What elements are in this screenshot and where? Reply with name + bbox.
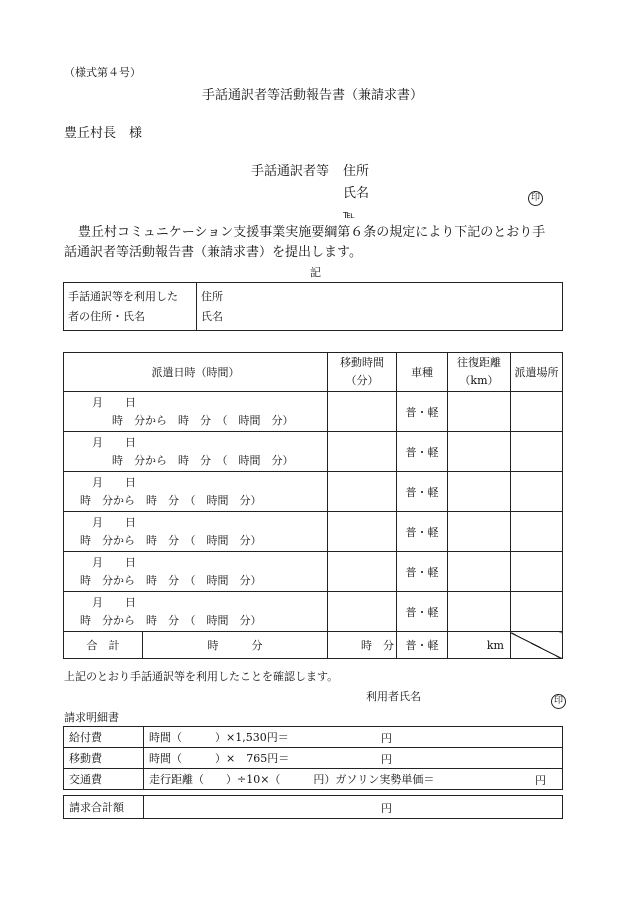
- table-row: [64, 472, 563, 512]
- dispatch-table: [63, 352, 563, 659]
- row-time: 時 分から 時 分 （ 時間 分）: [80, 573, 262, 587]
- row-vehicle[interactable]: 普・軽: [396, 472, 447, 512]
- header-move-time: [327, 353, 396, 392]
- invoice-table: [63, 726, 563, 819]
- form-number: （様式第４号）: [64, 66, 141, 79]
- applicant-label: 手話通訳者等: [251, 164, 330, 179]
- row-distance[interactable]: [447, 472, 510, 512]
- invoice-formula: 走行距離（ ）÷10×（ 円）ガソリン実勢単価＝: [149, 773, 435, 786]
- row-time: 時 分から 時 分 （ 時間 分）: [80, 613, 262, 627]
- header-distance-line-1: 往復距離: [456, 356, 501, 369]
- invoice-content[interactable]: [144, 748, 563, 769]
- addressee: 豊丘村長 様: [64, 126, 143, 141]
- table-row: [64, 748, 563, 769]
- header-place: 派遣場所: [510, 353, 562, 392]
- row-place[interactable]: [510, 432, 562, 472]
- row-date: 月 日: [92, 435, 136, 449]
- table-row: [64, 727, 563, 748]
- header-move-time-line-1: 移動時間: [339, 356, 384, 369]
- row-time: 時 分から 時 分 （ 時間 分）: [80, 493, 262, 507]
- row-time: 時 分から 時 分 （ 時間 分）: [80, 533, 262, 547]
- user-info-label: [64, 283, 197, 331]
- row-place[interactable]: [510, 552, 562, 592]
- row-time: 時 分から 時 分 （ 時間 分）: [112, 413, 294, 427]
- row-time: 時 分から 時 分 （ 時間 分）: [112, 453, 294, 467]
- row-date: 月 日: [92, 475, 136, 489]
- table-row: [64, 552, 563, 592]
- header-vehicle: 車種: [396, 353, 447, 392]
- total-time[interactable]: 時 分: [143, 632, 328, 659]
- total-move-time[interactable]: 時 分: [327, 632, 396, 659]
- total-place-crossed: [510, 632, 562, 659]
- confirm-text: 上記のとおり手話通訳等を利用したことを確認します。: [64, 670, 339, 683]
- row-datetime-cell[interactable]: [64, 552, 328, 592]
- invoice-content[interactable]: [144, 727, 563, 748]
- row-move-time[interactable]: [327, 432, 396, 472]
- user-info-label-line-1: 手話通訳等を利用した: [68, 289, 178, 303]
- header-distance-line-2: （km）: [459, 374, 499, 387]
- seal-icon: 印: [528, 191, 543, 206]
- row-distance[interactable]: [447, 512, 510, 552]
- user-name-label: 利用者氏名: [366, 690, 421, 703]
- header-datetime: 派遣日時（時間）: [64, 353, 328, 392]
- row-datetime-cell[interactable]: [64, 472, 328, 512]
- table-row: [64, 769, 563, 790]
- row-datetime-cell[interactable]: [64, 432, 328, 472]
- seal-icon: 印: [551, 694, 566, 709]
- applicant-name-label: 氏名: [343, 186, 370, 201]
- table-row: [64, 592, 563, 632]
- ki-label: 記: [310, 266, 321, 279]
- invoice-total-row: [64, 796, 563, 819]
- applicant-address-label: 住所: [343, 164, 370, 179]
- applicant-seal: [528, 185, 543, 206]
- invoice-formula: 時間（ ）×1,530円＝: [149, 731, 289, 744]
- row-place[interactable]: [510, 392, 562, 432]
- user-info-field[interactable]: [197, 283, 563, 331]
- row-vehicle[interactable]: 普・軽: [396, 432, 447, 472]
- row-datetime-cell[interactable]: [64, 512, 328, 552]
- user-info-table: [63, 282, 563, 331]
- row-distance[interactable]: [447, 392, 510, 432]
- header-distance: [447, 353, 510, 392]
- total-row: [64, 632, 563, 659]
- row-vehicle[interactable]: 普・軽: [396, 512, 447, 552]
- row-move-time[interactable]: [327, 392, 396, 432]
- invoice-content[interactable]: [144, 769, 563, 790]
- user-name-label: 氏名: [201, 309, 223, 323]
- invoice-unit: 円: [381, 753, 392, 766]
- intro-line-2: 話通訳者等活動報告書（兼請求書）を提出します。: [64, 245, 362, 260]
- row-date: 月 日: [92, 555, 136, 569]
- user-address-label: 住所: [201, 289, 223, 303]
- total-distance[interactable]: km: [447, 632, 510, 659]
- row-datetime-cell[interactable]: [64, 392, 328, 432]
- applicant-tel-label: ℡: [343, 208, 355, 221]
- row-move-time[interactable]: [327, 552, 396, 592]
- table-row: [64, 512, 563, 552]
- row-place[interactable]: [510, 472, 562, 512]
- row-datetime-cell[interactable]: [64, 592, 328, 632]
- row-vehicle[interactable]: 普・軽: [396, 392, 447, 432]
- invoice-label: 交通費: [64, 769, 144, 790]
- row-move-time[interactable]: [327, 592, 396, 632]
- row-place[interactable]: [510, 592, 562, 632]
- invoice-unit: 円: [535, 774, 546, 787]
- invoice-total-label: 請求合計額: [64, 796, 144, 819]
- row-date: 月 日: [92, 595, 136, 609]
- table-row: [64, 432, 563, 472]
- row-date: 月 日: [92, 395, 136, 409]
- user-info-label-line-2: 者の住所・氏名: [68, 309, 145, 323]
- document-title: 手話通訳者等活動報告書（兼請求書）: [202, 88, 424, 103]
- header-move-time-line-2: （分）: [345, 374, 379, 387]
- table-row: [64, 392, 563, 432]
- total-vehicle[interactable]: 普・軽: [396, 632, 447, 659]
- invoice-label: 移動費: [64, 748, 144, 769]
- user-seal: [551, 688, 566, 709]
- row-distance[interactable]: [447, 592, 510, 632]
- invoice-total-unit: 円: [381, 802, 392, 815]
- row-vehicle[interactable]: 普・軽: [396, 592, 447, 632]
- invoice-label: 給付費: [64, 727, 144, 748]
- row-move-time[interactable]: [327, 472, 396, 512]
- total-label: 合 計: [64, 632, 143, 659]
- row-vehicle[interactable]: 普・軽: [396, 552, 447, 592]
- row-date: 月 日: [92, 515, 136, 529]
- intro-line-1: 豊丘村コミュニケーション支援事業実施要綱第６条の規定により下記のとおり手: [78, 225, 546, 240]
- row-distance[interactable]: [447, 432, 510, 472]
- invoice-formula: 時間（ ）× 765円＝: [149, 752, 290, 765]
- row-move-time[interactable]: [327, 512, 396, 552]
- row-place[interactable]: [510, 512, 562, 552]
- invoice-unit: 円: [381, 732, 392, 745]
- invoice-title: 請求明細書: [64, 711, 119, 724]
- row-distance[interactable]: [447, 552, 510, 592]
- invoice-total-amount[interactable]: [144, 796, 563, 819]
